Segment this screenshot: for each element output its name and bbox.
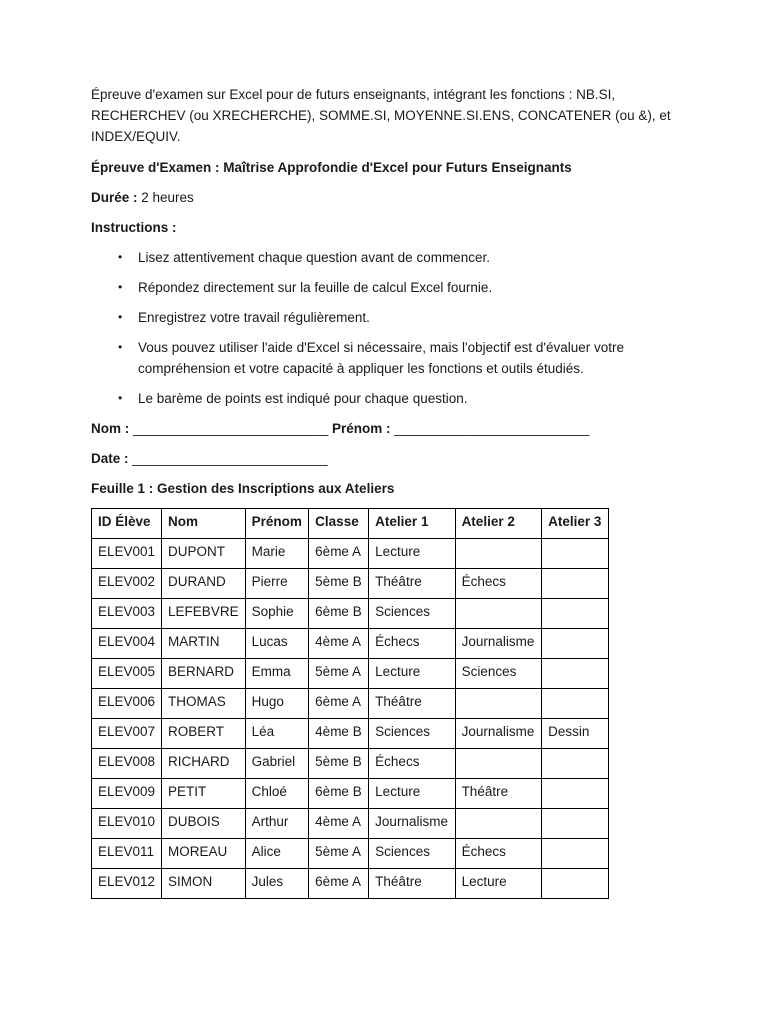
table-body	[92, 539, 609, 899]
instruction-text: Le barème de points est indiqué pour chaque question.	[138, 391, 468, 406]
table-row	[92, 809, 609, 839]
instruction-text: Vous pouvez utiliser l'aide d'Excel si nécessaire, mais l'objectif est d'évaluer votre compréhension et votre capacité à appliquer les fonctions et outils étudiés.	[138, 340, 625, 376]
table-cell: Lecture	[369, 659, 455, 689]
table-row	[92, 779, 609, 809]
date-field-line	[91, 448, 691, 469]
table-cell: LEFEBVRE	[162, 599, 246, 629]
table-cell: 5ème B	[309, 569, 369, 599]
table-row	[92, 749, 609, 779]
table-cell: Sciences	[369, 719, 455, 749]
document-page	[91, 84, 691, 899]
table-cell: ELEV001	[92, 539, 162, 569]
bullet-icon: •	[118, 340, 123, 354]
column-header: Atelier 2	[455, 509, 542, 539]
table-cell: 6ème A	[309, 689, 369, 719]
table-cell: ELEV003	[92, 599, 162, 629]
table-cell: DURAND	[162, 569, 246, 599]
instructions-list	[91, 247, 691, 409]
instruction-item	[91, 307, 691, 328]
table-cell	[542, 629, 609, 659]
table-cell: Marie	[245, 539, 309, 569]
table-cell: ELEV004	[92, 629, 162, 659]
table-cell	[455, 539, 542, 569]
bullet-icon: •	[118, 280, 123, 294]
table-cell: 5ème A	[309, 659, 369, 689]
nom-label: Nom :	[91, 421, 130, 436]
table-cell: Journalisme	[455, 629, 542, 659]
table-cell: Lecture	[455, 869, 542, 899]
table-cell: Lucas	[245, 629, 309, 659]
table-cell: Gabriel	[245, 749, 309, 779]
duration-label: Durée :	[91, 190, 138, 205]
column-header: Atelier 3	[542, 509, 609, 539]
bullet-icon: •	[118, 250, 123, 264]
table-cell: Échecs	[369, 749, 455, 779]
instruction-item	[91, 247, 691, 268]
table-cell: ELEV012	[92, 869, 162, 899]
table-cell: Chloé	[245, 779, 309, 809]
instruction-item	[91, 337, 691, 379]
column-header: Nom	[162, 509, 246, 539]
table-cell: Lecture	[369, 779, 455, 809]
column-header: ID Élève	[92, 509, 162, 539]
table-cell: ELEV008	[92, 749, 162, 779]
table-cell: MARTIN	[162, 629, 246, 659]
prenom-blank: __________________________	[390, 421, 590, 436]
duration-value: 2 heures	[137, 190, 194, 205]
table-cell: Théâtre	[455, 779, 542, 809]
table-cell: 4ème B	[309, 719, 369, 749]
table-cell: ELEV010	[92, 809, 162, 839]
sheet1-title: Feuille 1 : Gestion des Inscriptions aux Ateliers	[91, 481, 395, 496]
table-cell: 4ème A	[309, 809, 369, 839]
table-cell: Sciences	[369, 839, 455, 869]
table-cell: Échecs	[369, 629, 455, 659]
table-row	[92, 839, 609, 869]
table-cell: ELEV007	[92, 719, 162, 749]
intro-paragraph: Épreuve d'examen sur Excel pour de futurs enseignants, intégrant les fonctions : NB.SI, RECHERCHEV (ou XRECHERCHE), SOMME.SI, MOYENNE.SI.ENS, CONCATENER (ou &), et INDEX/EQUIV.	[91, 87, 671, 144]
table-row	[92, 869, 609, 899]
table-cell: ROBERT	[162, 719, 246, 749]
date-label: Date :	[91, 451, 129, 466]
table-cell: Hugo	[245, 689, 309, 719]
exam-title: Épreuve d'Examen : Maîtrise Approfondie d'Excel pour Futurs Enseignants	[91, 160, 572, 175]
table-cell	[455, 809, 542, 839]
instructions-heading: Instructions :	[91, 220, 177, 235]
table-cell: 4ème A	[309, 629, 369, 659]
table-cell: Sophie	[245, 599, 309, 629]
table-cell	[542, 839, 609, 869]
table-cell	[542, 539, 609, 569]
table-row	[92, 539, 609, 569]
table-cell	[542, 749, 609, 779]
table-cell: Jules	[245, 869, 309, 899]
table-cell: BERNARD	[162, 659, 246, 689]
table-header-row	[92, 509, 609, 539]
table-cell: Échecs	[455, 839, 542, 869]
table-cell: DUBOIS	[162, 809, 246, 839]
table-row	[92, 629, 609, 659]
table-cell: ELEV009	[92, 779, 162, 809]
table-cell: DUPONT	[162, 539, 246, 569]
table-cell: MOREAU	[162, 839, 246, 869]
column-header: Atelier 1	[369, 509, 455, 539]
table-cell: 5ème A	[309, 839, 369, 869]
table-row	[92, 719, 609, 749]
table-cell: PETIT	[162, 779, 246, 809]
table-cell: Lecture	[369, 539, 455, 569]
table-cell: 6ème B	[309, 599, 369, 629]
table-cell: RICHARD	[162, 749, 246, 779]
instruction-text: Enregistrez votre travail régulièrement.	[138, 310, 370, 325]
table-cell: Sciences	[455, 659, 542, 689]
table-cell: 6ème B	[309, 779, 369, 809]
table-cell: ELEV002	[92, 569, 162, 599]
table-cell: Léa	[245, 719, 309, 749]
column-header: Classe	[309, 509, 369, 539]
nom-blank: __________________________	[129, 421, 332, 436]
name-field-line	[91, 418, 691, 439]
table-cell: Emma	[245, 659, 309, 689]
table-cell: Dessin	[542, 719, 609, 749]
table-row	[92, 569, 609, 599]
table-row	[92, 599, 609, 629]
table-cell	[542, 569, 609, 599]
table-cell: Journalisme	[369, 809, 455, 839]
table-row	[92, 659, 609, 689]
table-cell	[455, 689, 542, 719]
table-cell: Journalisme	[455, 719, 542, 749]
table-cell	[542, 869, 609, 899]
bullet-icon: •	[118, 391, 123, 405]
table-cell: Théâtre	[369, 569, 455, 599]
instruction-text: Répondez directement sur la feuille de calcul Excel fournie.	[138, 280, 493, 295]
instruction-item	[91, 277, 691, 298]
table-cell	[542, 659, 609, 689]
table-cell: 6ème A	[309, 539, 369, 569]
table-row	[92, 689, 609, 719]
prenom-label: Prénom :	[331, 421, 391, 436]
table-cell: Théâtre	[369, 869, 455, 899]
table-cell	[542, 809, 609, 839]
table-cell: ELEV005	[92, 659, 162, 689]
table-cell: SIMON	[162, 869, 246, 899]
table-cell: Théâtre	[369, 689, 455, 719]
instruction-text: Lisez attentivement chaque question avant de commencer.	[138, 250, 490, 265]
table-cell	[542, 779, 609, 809]
bullet-icon: •	[118, 310, 123, 324]
table-cell	[542, 599, 609, 629]
workshop-registration-table	[91, 508, 609, 899]
table-cell	[455, 749, 542, 779]
instruction-item	[91, 388, 691, 409]
table-cell: 5ème B	[309, 749, 369, 779]
table-cell: Sciences	[369, 599, 455, 629]
table-cell: Arthur	[245, 809, 309, 839]
table-cell: Pierre	[245, 569, 309, 599]
table-cell	[455, 599, 542, 629]
table-cell: Échecs	[455, 569, 542, 599]
duration-line	[91, 187, 691, 208]
table-cell: THOMAS	[162, 689, 246, 719]
table-cell	[542, 689, 609, 719]
table-cell: Alice	[245, 839, 309, 869]
table-cell: ELEV011	[92, 839, 162, 869]
column-header: Prénom	[245, 509, 309, 539]
table-cell: ELEV006	[92, 689, 162, 719]
table-cell: 6ème A	[309, 869, 369, 899]
date-blank: __________________________	[128, 451, 328, 466]
